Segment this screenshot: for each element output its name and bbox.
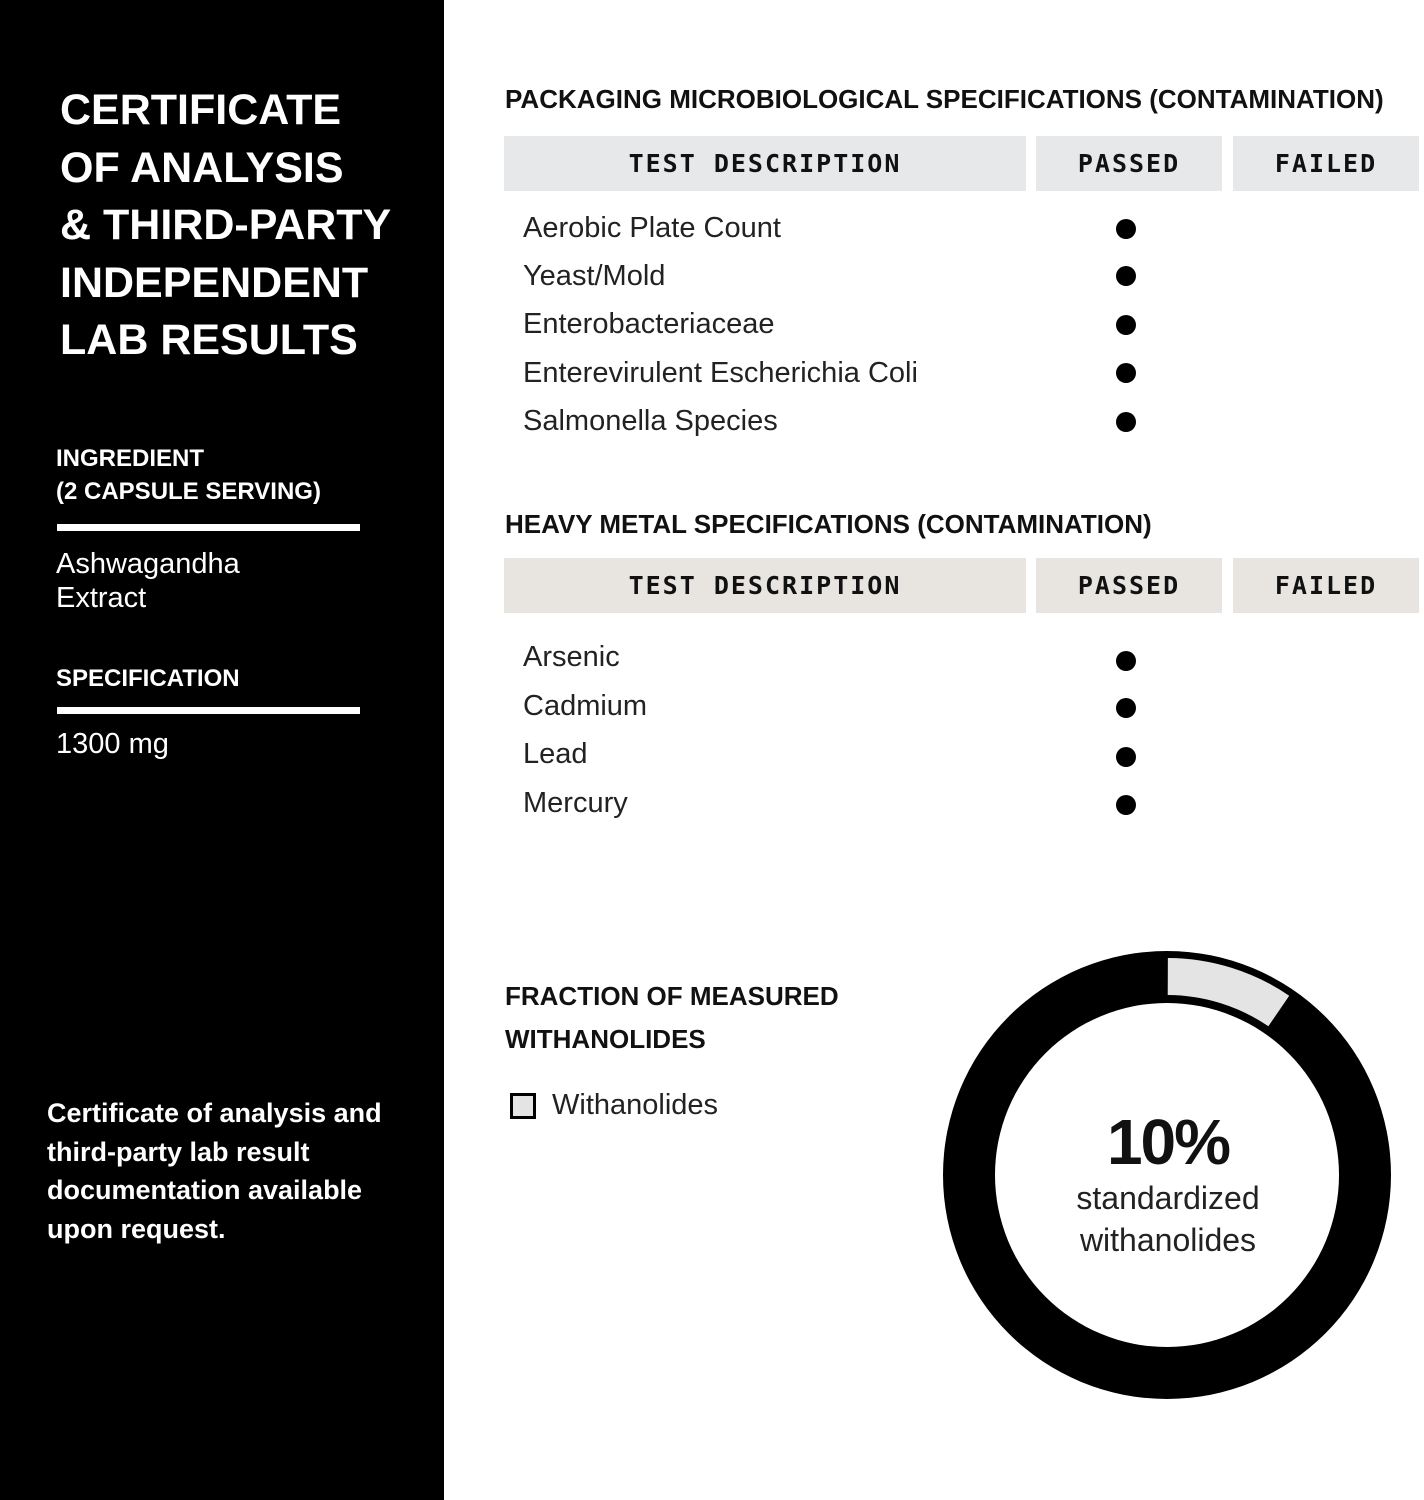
passed-marker: [1116, 363, 1136, 383]
legend-label: Withanolides: [552, 1089, 719, 1121]
ingredient-label: [56, 442, 321, 508]
metals-row-label: Cadmium: [523, 690, 648, 722]
micro-row-label: Enterevirulent Escherichia Coli: [523, 357, 918, 389]
document-title-line: LAB RESULTS: [60, 316, 358, 364]
metals-header-passed: PASSED: [1036, 558, 1222, 613]
passed-marker: [1116, 315, 1136, 335]
micro-row-label: Enterobacteriaceae: [523, 308, 775, 340]
passed-marker: [1116, 266, 1136, 286]
document-title-line: & THIRD-PARTY: [60, 201, 392, 249]
document-title-line: OF ANALYSIS: [60, 143, 344, 192]
micro-header-failed: FAILED: [1233, 136, 1419, 191]
metals-header-failed: FAILED: [1233, 558, 1419, 613]
document-title: [60, 82, 391, 370]
micro-row-label: Yeast/Mold: [523, 260, 666, 292]
donut-center-value: 10%: [1106, 1106, 1230, 1178]
ingredient-value: [56, 547, 240, 615]
metals-row-label: Mercury: [523, 787, 628, 819]
donut-caption-line: withanolides: [1079, 1222, 1257, 1258]
ingredient-value-line: Extract: [56, 582, 147, 614]
metals-row-label: Arsenic: [523, 641, 620, 673]
micro-row-label: Aerobic Plate Count: [523, 212, 781, 244]
legend-swatch: [510, 1093, 536, 1119]
metals-header-test-description: TEST DESCRIPTION: [504, 558, 1026, 613]
micro-header-passed: PASSED: [1036, 136, 1222, 191]
specification-value-text: 1300 mg: [56, 728, 169, 760]
availability-note: Certificate of analysis and third-party lab result documentation available upon request.: [47, 1098, 382, 1244]
document-title-line: CERTIFICATE: [60, 86, 342, 134]
ingredient-divider: [57, 524, 360, 531]
ingredient-label-line: INGREDIENT: [56, 445, 205, 472]
passed-marker: [1116, 412, 1136, 432]
specification-label-text: SPECIFICATION: [56, 665, 240, 692]
specification-value: [56, 727, 169, 761]
passed-marker: [1116, 795, 1136, 815]
ingredient-value-line: Ashwagandha: [56, 548, 240, 580]
specification-divider: [57, 707, 360, 714]
fraction-title-line: FRACTION OF MEASURED: [505, 981, 839, 1011]
passed-marker: [1116, 747, 1136, 767]
passed-marker: [1116, 651, 1136, 671]
fraction-title-line: WITHANOLIDES: [505, 1024, 706, 1054]
chart-legend: [510, 1089, 718, 1122]
passed-marker: [1116, 698, 1136, 718]
ingredient-label-line: (2 CAPSULE SERVING): [56, 478, 321, 505]
donut-center-caption: [1010, 1177, 1326, 1261]
micro-section-title: PACKAGING MICROBIOLOGICAL SPECIFICATIONS (CONTAMINATION): [505, 84, 1384, 114]
sidebar-panel: [0, 0, 444, 1500]
passed-marker: [1116, 219, 1136, 239]
specification-label: [56, 662, 240, 695]
metals-section-title: HEAVY METAL SPECIFICATIONS (CONTAMINATION): [505, 509, 1152, 539]
micro-header-test-description: TEST DESCRIPTION: [504, 136, 1026, 191]
micro-row-label: Salmonella Species: [523, 405, 778, 437]
document-title-line: INDEPENDENT: [60, 258, 369, 307]
donut-caption-line: standardized: [1076, 1180, 1260, 1216]
fraction-title: [505, 975, 839, 1061]
metals-row-label: Lead: [523, 738, 588, 770]
